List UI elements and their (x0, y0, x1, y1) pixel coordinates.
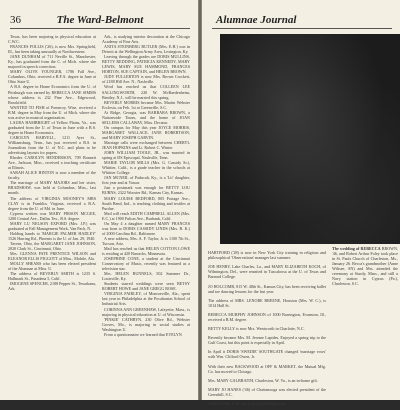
paragraph: MARY OLIVE YOUNGER, 1786 Fall Ave., Columbus, Ohio, received a B.F.A. degree in June at Ohio State U. (8, 69, 96, 85)
paragraph: CAROLYN HARVELL, 1211 Ayer St., Williamsburg, Tenn., has just received a B.S. in Journalism from the U. of N.C. and plans to be advertising layouts for papers. (8, 134, 96, 156)
paragraph: WANTED TO FISH of Pomeroy, Wise, received a B.M. degree in May from the U. of Mich. where she was active in musical organization. (8, 104, 96, 120)
paragraph: In April it DORIS 'SWEDIE' SOUTHGATE changed 'marriage vows' with Wm. Clifford Owen, Jr. (208, 349, 326, 360)
paragraph: HARTFORD ('28) is now in New York City training in religious and philosophical 'Observations' manager last summer. (208, 250, 326, 261)
paragraph: Recently became Mrs. M. Jerome Lapides, Enjoyed a spring trip to the Gulf Coast, but this point is especially in April. (208, 335, 326, 346)
paragraph: Mrs. HELEN RUNNELS, 502 Summer Dr., Louisville, Ky. (102, 271, 190, 282)
paragraph: BEVERLY MORRIS became Mrs. Martin Webster Ecclesia, on Feb. 1st at Greenville, S.C. (102, 99, 190, 110)
paragraph: JUDY FULLERTON is now Mrs. Brown Crockett, of 2188 Hill Ave. N., Nashville. (102, 74, 190, 85)
paragraph: Tavern, Ohio, the MARGARET JANE JOHNSON, 2020 Clark St., Cincinnati, Ohio. (8, 240, 96, 251)
paragraph: The address of MRS. LENORE BREENE, Houston (Mrs. W. C.), is 1014 Hall St. (208, 297, 326, 308)
photo-caption (332, 246, 398, 286)
paragraph: Cypress written was MARY PIRSON MCGEE, 1200 Central Ave., Dallas Tex., B.S. degree. (8, 210, 96, 221)
paragraph: Just a postmark was enough for BETTY LOU BURNS, 2322 Wooster Rd., Kansas City, Kansas. (102, 185, 190, 196)
paragraph: JOSEPHINE CONE, a student at the Cincinnati Conservatory of Music, recently was featured as a television star. (102, 256, 190, 272)
paragraph: BETTY KELLY is now Mrs. Wentworth in Charlotte, N.C. (208, 326, 305, 332)
paragraph: On May 4 a daughter named MARY FRANCES was born to DORIS CASSIDY LINDS (Mrs. R. K.) of 2000 Carolina Rd., Baltimore. (102, 220, 190, 236)
paragraph: From a questionnaire we learned that EVELYN (104, 331, 182, 337)
paragraph: MARIE TAYLOR MILLS (Mrs. G. Cassidy Sr.), Whittier, Calif., is a grade teacher in the schools at Whittier College. (102, 160, 190, 176)
left-column-2 (102, 34, 190, 337)
paragraph: Word has reached us that COLLEEN LEE SALLINGWORTH, 220 W. McRaedenheim, Bentley, N.J., will be married this spring. (102, 84, 190, 100)
paragraph: CORINNA ANN GREENHAW, Lafayette, Mass., is majoring in physical education at U. of Wisconsin. (102, 306, 190, 317)
left-page (0, 0, 198, 400)
paragraph: Mail will reach EDITH CAMPBELL ALLEN (Mrs. E.C.) at 1900 Fulton Ave., Burbank, Calif. (102, 210, 190, 221)
page-number: 36 (10, 14, 21, 26)
paragraph: Leaving through the grades are DORIS MULLINS, BETTY REDDING, PATRICIA KENNEDY, MARY LEWIS, MARY SUE HAMMOND, FRANCES HORTON, SUE CAPTAIN, and HELEN BROWN. (102, 54, 190, 75)
paragraph: JAN MCNEIL of Paducah, Ky., is a 'Lit' daughter, first year and at Vassar. (102, 175, 190, 186)
paragraph: A new address, Mrs. A. F. Taylor, Jr. is 1100 7th St., Tucson, Ariz. (102, 235, 190, 246)
paragraph: FRANCES FOLLIS ('26), is now Mrs. Springfield, Ill., has been taking unusually at Northwestern. (8, 44, 96, 55)
wedding-photo (220, 34, 400, 244)
paragraph: JOE HENRY, Lake Charles, La., and MARY ELIZABETH KOCH, of Wilmington, Del., were reunited in Tuscaloosa at the U. of Texas and Barnard College. (208, 264, 326, 280)
paragraph: JAMES (Mrs. J. H., Jr.) is living at Ridgewood. (208, 401, 287, 407)
paragraph: Ark., is studying interior decoration at the Chicago Academy of Fine Arts. (102, 34, 190, 45)
paragraph: A B.S. degree in Home Economics from the U. of Pittsburgh was earned by REBECCA JANE SIMMS whose address is 232 Pine Ave., Edgewood, Brookfield. (8, 84, 96, 105)
paragraph: On campus for May this year JOYCE MORRIS, MARGARET WALLACE, JANE ROBERTSON, and MARY JOSEPH GARVIN. (102, 124, 190, 140)
paragraph: MARY LOUISE BEDFORD, 805 Portage Ave., South Bend, Ind., is teaching clothing and textiles at Purdue. (102, 195, 190, 211)
paragraph: The address of VIRGINIA MOONEY'S MRS CLAY is in Franklin, Virginia, received a B.A. degree from the U. of Md. in June. (8, 195, 96, 211)
paragraph: At Ridge, Georgia, was BARBARA BROWN, a Nationwide Times, and the home of JOAN SELLERS CALLAWAY, Miss. Decatur. (102, 109, 190, 125)
caption-body: BROWN, '46, and Robert Arthur Foley took place in St. Pauls Church of Charleston, Ms., January 26. Becca's grandmother (Anne Wiltsee, SN) and Mrs. attended the ceremony at Sturdy, Mass., and still a Navy station in Cyprus (Pa.), Charleston, S.C. (332, 246, 398, 287)
paragraph: Mail has reached us that HELEN COTTON LOWE is residing at 420 Barracks, Minnesota. (102, 245, 190, 257)
paragraph: Students starred weddings were seen BETSY ROBERT HOWE and JANE GREGG ROSE. (102, 281, 190, 292)
paragraph: The marriage of MARY MAJORS and her sister, BRADSHAW, was held at Columbus, Miss., last month. (8, 180, 96, 196)
paragraph: JO HOLCOMB, 815 W. 48th St., Kansas City, has been receiving ballet and toe dancing lessons for the last year. (208, 283, 326, 294)
paragraph: JANE DUNHAM of 711 Neville St., Manchester, Ky., has graduated from the C. of Mich. where she majored in speech correction. (8, 54, 96, 70)
paragraph: MARY JO HANES ('46) of Chattanooga was elected president of the Greenhill, S.C. (208, 386, 326, 397)
paragraph: REBECCA MURPHY JOHNSON of 1000 Barrington, Evanston, Ill., received a B.M. degree. (208, 311, 326, 322)
journal-title-right: Alumnae Journal (216, 14, 297, 26)
paragraph: 'PINKIE' CATHRYN, 230 Olive Rd., Webster Groves, Mo., is majoring in social studies at Washington U. (102, 316, 190, 332)
paragraph: The address of BEVERLY SMITH is 1235 S. Hallmark St., Pasadena 5, Calif. (8, 271, 96, 282)
left-page-header (10, 14, 190, 29)
paragraph: With their new BACKWOOD at OFF & MARKET, the Mutual Mfg. Co. has moved to Chicago. (208, 363, 326, 374)
paragraph: Marriage calls were exchanged between CHERYL JEAN HOPKINS and Lt. Robert C. Winter. (102, 139, 190, 151)
paragraph: JOHN WILLIAM TOOLE, JR., was married in spring at DS Episcopal, Nashville, Tenn. (102, 150, 190, 161)
paragraph: LAURA HAMBRIGHT of Yellow Plains, Va., was graduated from the U. of Texas in June with a B.S. degree in Home Economics. (8, 119, 96, 135)
paragraph: SARAH ALICE HINTON is now a member of the faculty. (8, 170, 96, 181)
paragraph: ANITA STEINBERG BUTLER (Mrs. E.H.) was in Detroit at the Wellington Army Area, Lexington, Ky. (102, 44, 190, 55)
paragraph: Texas, has been majoring in physical education at C.W.C. (8, 34, 96, 45)
paragraph: MARY LU NELSON EXFORD (Mrs. J.P.) was graduated at Fall Management Work, Van Pach, N. (8, 220, 96, 231)
right-page (202, 0, 400, 407)
paragraph: Mrs. GLENNA PATE PRENTICE WILSON and ELEANOR ELLIS PIGGOTT of Miss., Mobile, Ala. (8, 251, 96, 262)
paragraph: Rhodes CAROLYN HENDERSON, 709 Bonnett Ave., Jackson, Miss., received a teaching certificate at Illinois. (8, 155, 96, 171)
right-column-1 (208, 246, 326, 410)
paragraph: MOLLY SHEARS who has been elected president of the Alumnae at Miss. U. (8, 261, 96, 272)
paragraph: Mrs. MARY GALBRAITH, Charleston, W. Va., is an in-home gift. (208, 377, 318, 383)
left-column-1 (8, 34, 96, 291)
right-page-header (212, 14, 392, 29)
photo-image (220, 34, 400, 244)
paragraph: Holding hands to 'MARGIE PALMER HADLEY' 1526 Harring Rd., Phoenix is the U. of Jan. 29, 1940. (8, 230, 96, 241)
journal-title: The Ward-Belmont (56, 14, 144, 26)
paragraph: IMOGENE SPENCER, 2188 Pepper St., Texarkana, Ark. (8, 281, 96, 292)
caption-lead: The wedding of REBECCA (332, 246, 381, 251)
paragraph: VIRGINIA FAIRLEY, of Monroeville, Ala., spent last year in Philadelphia at the Pocahontas School of Industrial Arts. (102, 291, 190, 307)
